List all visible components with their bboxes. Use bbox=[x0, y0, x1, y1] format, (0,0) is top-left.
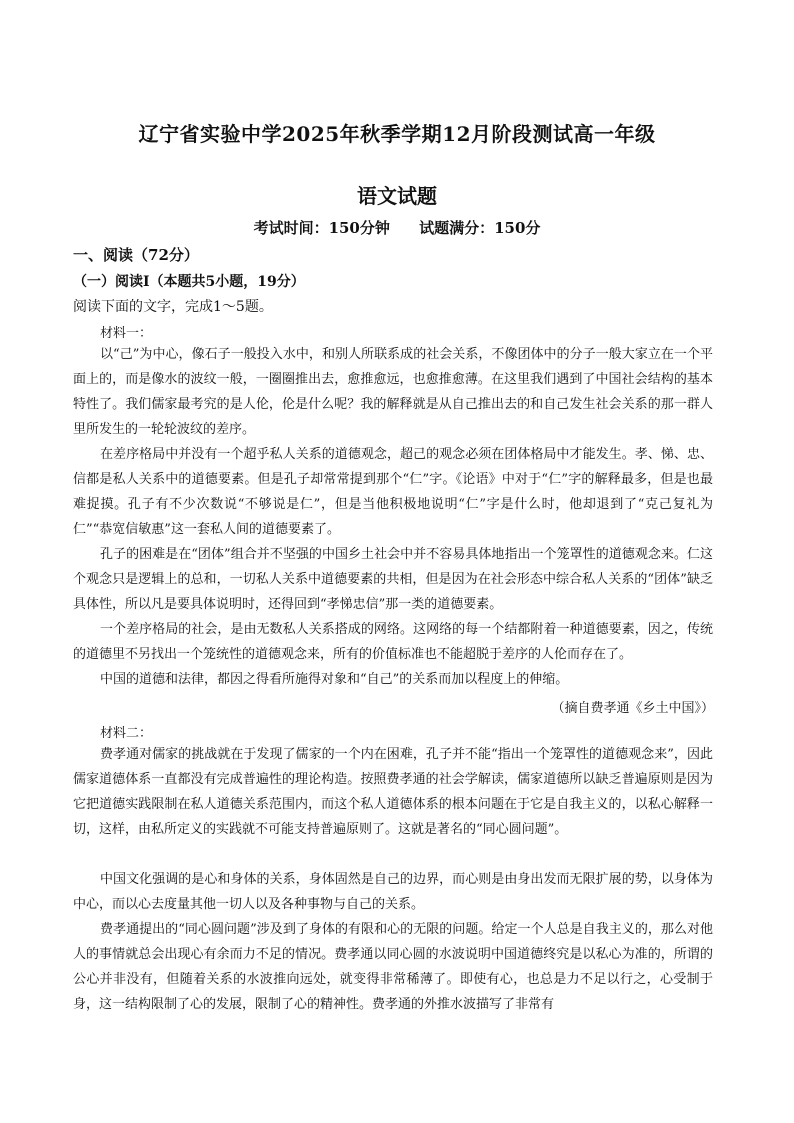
material-one-paragraph: 在差序格局中并没有一个超乎私人关系的道德观念，超己的观念必须在团体格局中才能发生。孝、悌、忠、信都是私人关系中的道德要素。但是孔子却常常提到那个“仁”字。《论语》中对于“仁”字的解释最多，但是也最难捉摸。孔子有不少次数说“不够说是仁”，但是当他积极地说明“仁”字是什么时，他却退到了“克己复礼为仁”“恭宽信敏惠”这一套私人间的道德要素了。 bbox=[73, 447, 713, 537]
material-two-label: 材料二： bbox=[100, 726, 153, 741]
material-one-paragraph: 孔子的困难是在“团体”组合并不坚强的中国乡土社会中并不容易具体地指出一个笼罩性的道德观念来。仁这个观念只是逻辑上的总和，一切私人关系中道德要素的共相，但是因为在社会形态中综合私人关系的“团体”缺乏具体性，所以凡是要具体说明时，还得回到“孝悌忠信”那一类的道德要素。 bbox=[73, 547, 713, 612]
material-one-paragraph: 一个差序格局的社会，是由无数私人关系搭成的网络。这网络的每一个结都附着一种道德要素，因之，传统的道德里不另找出一个笼统性的道德观念来，所有的价值标准也不能超脱于差序的人伦而存在了。 bbox=[73, 622, 713, 662]
exam-time: 考试时间：150分钟 bbox=[253, 219, 390, 237]
material-one-paragraph: 中国的道德和法律，都因之得看所施得对象和“自己”的关系而加以程度上的伸缩。 bbox=[100, 672, 569, 687]
material-one-paragraph: 以“己”为中心，像石子一般投入水中，和别人所联系成的社会关系，不像团体中的分子一般大家立在一个平面上的，而是像水的波纹一般，一圈圈推出去，愈推愈远，也愈推愈薄。在这里我们遇到了中国社会结构的基本特性了。我们儒家最考究的是人伦，伦是什么呢？我的解释就是从自己推出去的和自己发生社会关系的那一群人里所发生的一轮轮波纹的差序。 bbox=[73, 347, 713, 437]
material-two-paragraph: 中国文化强调的是心和身体的关系，身体固然是自己的边界，而心则是由身出发而无限扩展的势，以身体为中心，而以心去度量其他一切人以及各种事物与自己的关系。 bbox=[73, 872, 713, 912]
material-two-paragraph: 费孝通提出的“同心圆问题”涉及到了身体的有限和心的无限的问题。给定一个人总是自我主义的，那么对他人的事情就总会出现心有余而力不足的情况。费孝通以同心圆的水波说明中国道德终究是以私心为准的，所谓的公心并非没有，但随着关系的水波推向远处，就变得非常稀薄了。即使有心，也总是力不足以行之，心受制于身，这一结构限制了心的发展，限制了心的精神性。费孝通的外推水波描写了非常有 bbox=[73, 922, 713, 1012]
section-heading: 一、阅读（72分） bbox=[73, 246, 199, 264]
full-score: 试题满分：150分 bbox=[419, 219, 541, 237]
source-citation: （摘自费孝通《乡土中国》） bbox=[551, 701, 714, 716]
instructions: 阅读下面的文字，完成1～5题。 bbox=[73, 299, 273, 315]
subject-title: 语文试题 bbox=[357, 184, 437, 208]
material-two-paragraph: 费孝通对儒家的挑战就在于发现了儒家的一个内在困难，孔子并不能“指出一个笼罩性的道德观念来”，因此儒家道德体系一直都没有完成普遍性的理论构造。按照费孝通的社会学解读，儒家道德所以缺乏普遍原则是因为它把道德实践限制在私人道德关系范围内，而这个私人道德体系的根本问题在于它是自我主义的，以私心解释一切，这样，由私所定义的实践就不可能支持普遍原则了。这就是著名的“同心圆问题”。 bbox=[73, 747, 713, 837]
exam-info bbox=[0, 217, 794, 238]
material-one-label: 材料一： bbox=[100, 326, 153, 341]
exam-title: 辽宁省实验中学2025年秋季学期12月阶段测试高一年级 bbox=[138, 122, 656, 146]
part-title: （一）阅读Ⅰ（本题共5小题，19分） bbox=[73, 274, 305, 290]
